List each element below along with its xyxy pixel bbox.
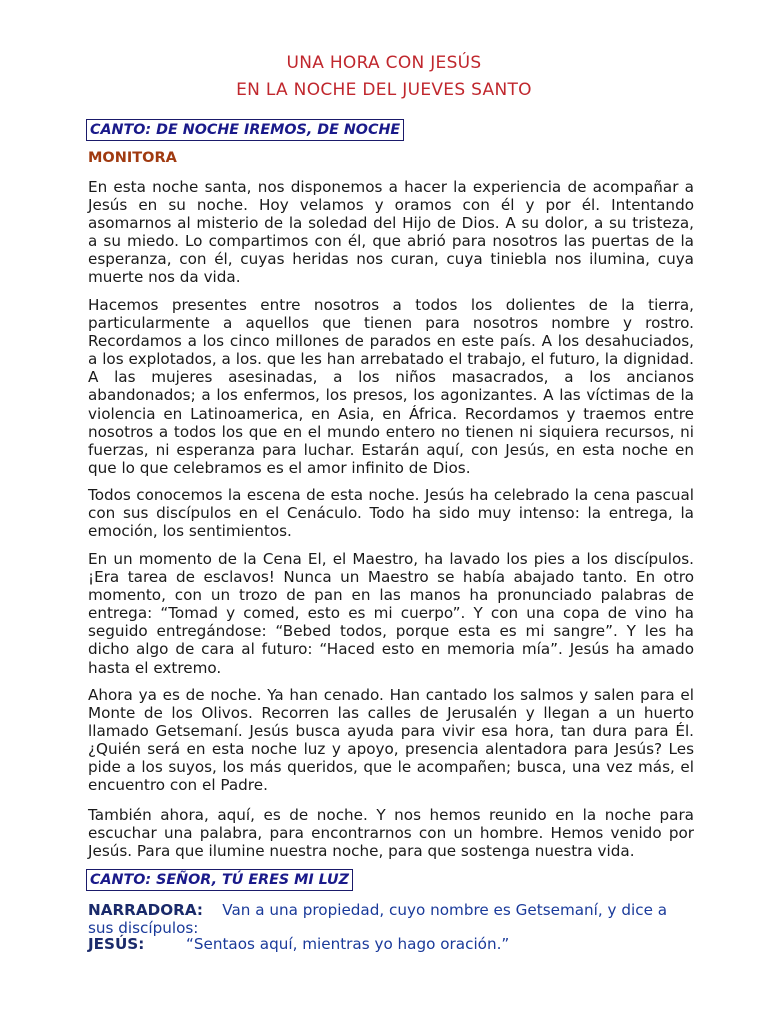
narradora-block xyxy=(88,901,694,937)
jesus-label: JESÚS: xyxy=(88,935,145,953)
page-title-line-2: EN LA NOCHE DEL JUEVES SANTO xyxy=(236,80,532,100)
narradora-label: NARRADORA: xyxy=(88,901,203,919)
paragraph-3: Todos conocemos la escena de esta noche. Jesús ha celebrado la cena pascual con sus discípulos en el Cenáculo. Todo ha sido muy intenso: la entrega, la emoción, los sentimientos. xyxy=(88,486,694,541)
paragraph-6: También ahora, aquí, es de noche. Y nos hemos reunido en la noche para escuchar una palabra, para encontrarnos con un hombre. Hemos venido por Jesús. Para que ilumine nuestra noche, para que sostenga nuestra vida. xyxy=(88,806,694,861)
canto-heading-1: CANTO: DE NOCHE IREMOS, DE NOCHE xyxy=(86,119,404,141)
paragraph-1: En esta noche santa, nos disponemos a hacer la experiencia de acompañar a Jesús en su noche. Hoy velamos y oramos con él y por él. Intentando asomarnos al misterio de la soledad del Hijo de Dios. A su dolor, a su tristeza, a su miedo. Lo compartimos con él, que abrió para nosotros las puertas de la esperanza, con él, cuyas heridas nos curan, cuya tiniebla nos ilumina, cuya muerte nos da vida. xyxy=(88,178,694,287)
monitora-label: MONITORA xyxy=(88,150,177,166)
canto-heading-2: CANTO: SEÑOR, TÚ ERES MI LUZ xyxy=(86,869,353,891)
paragraph-2: Hacemos presentes entre nosotros a todos los dolientes de la tierra, particularmente a aquellos que tienen para nosotros nombre y rostro. Recordamos a los cinco millones de parados en este país. A los desahuciados, a los explotados, a los. que les han arrebatado el trabajo, el futuro, la dignidad. A las mujeres asesinadas, a los niños masacrados, a los ancianos abandonados; a los enfermos, los presos, los agonizantes. A las víctimas de la violencia en Latinoamerica, en Asia, en África. Recordamos y traemos entre nosotros a todos los que en el mundo entero no tienen ni siquiera recursos, ni fuerzas, ni esperanza para luchar. Estarán aquí, con Jesús, en esta noche en que lo que celebramos es el amor infinito de Dios. xyxy=(88,296,694,477)
jesus-text: “Sentaos aquí, mientras yo hago oración.” xyxy=(186,935,510,953)
narradora-text: Van a una propiedad, cuyo nombre es Getsemaní, y dice a sus discípulos: xyxy=(88,901,668,938)
page-title-line-1: UNA HORA CON JESÚS xyxy=(286,53,482,73)
paragraph-4: En un momento de la Cena El, el Maestro, ha lavado los pies a los discípulos. ¡Era tarea de esclavos! Nunca un Maestro se había abajado tanto. En otro momento, con un trozo de pan en las manos ha pronunciado palabras de entrega: “Tomad y comed, esto es mi cuerpo”. Y con una copa de vino ha seguido entregándose: “Bebed todos, porque esta es mi sangre”. Y les ha dicho algo de cara al futuro: “Haced esto en memoria mía”. Jesús ha amado hasta el extremo. xyxy=(88,550,694,677)
jesus-block xyxy=(88,935,509,953)
paragraph-5: Ahora ya es de noche. Ya han cenado. Han cantado los salmos y salen para el Monte de los Olivos. Recorren las calles de Jerusalén y llegan a un huerto llamado Getsemaní. Jesús busca ayuda para vivir esa hora, tan dura para Él.¿Quién será en esta noche luz y apoyo, presencia alentadora para Jesús? Les pide a los suyos, los más queridos, que le acompañen; busca, una vez más, el encuentro con el Padre. xyxy=(88,686,694,795)
